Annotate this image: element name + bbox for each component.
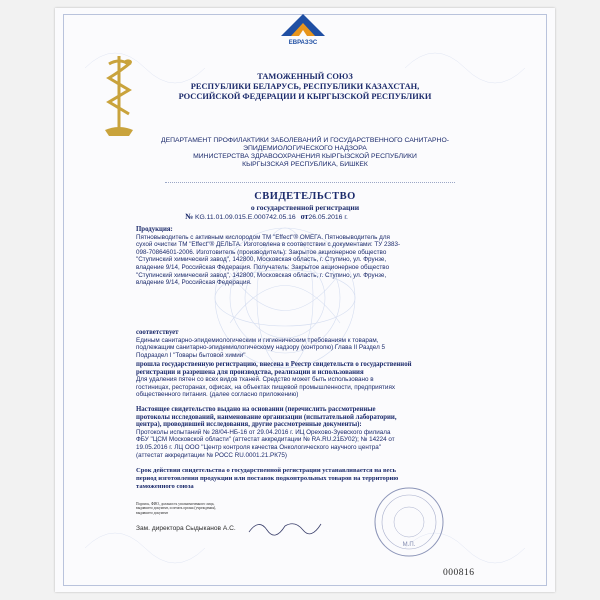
signature-caption-line: Подпись, ФИО, должность уполномоченного лица, [136, 502, 215, 506]
signature-caption-line: выдавшего документ, и печать органа (учреждения), [136, 506, 217, 511]
basis-line: ФБУ "ЦСМ Московской области" (аттестат аккредитации № RA.RU.21БУ02); № 14224 от [136, 436, 395, 444]
date-label: от [300, 212, 309, 221]
union-line-2: РЕСПУБЛИКИ БЕЛАРУСЬ, РЕСПУБЛИКИ КАЗАХСТАН, [190, 82, 420, 91]
eurasec-logo [273, 10, 333, 50]
certificate-title: СВИДЕТЕЛЬСТВО [254, 191, 356, 202]
official-stamp [373, 486, 445, 558]
basis-line: (аттестат аккредитации № РОСС RU.0001.21.РК75) [136, 451, 288, 459]
customs-union-header [135, 72, 475, 102]
product-line: "Ступинский химический завод", 142800, Московская область, г. Ступино, ул. Фрунзе, [136, 271, 387, 279]
compliance-line: подлежащим санитарно-эпидемиологическому надзору (контролю) Глава II Раздел 5 [136, 344, 385, 352]
registration-section [136, 361, 501, 399]
basis-line: Протоколы испытаний № 28/04-НБ-16 от 29.04.2016 г. ИЦ Орехово-Зуевского филиала [136, 428, 391, 436]
basis-heading: Настоящее свидетельство выдано на основании (перечислить рассмотренные [136, 406, 376, 413]
compliance-section [136, 329, 501, 359]
issuing-department [125, 137, 485, 169]
basis-heading: протоколы исследований, наименование организации (испытательной лаборатории, [136, 413, 397, 421]
department-line-4: КЫРГЫЗСКАЯ РЕСПУБЛИКА, БИШКЕК [242, 160, 368, 168]
caduceus-icon [99, 52, 139, 138]
product-line: 098-70864601-2006. Изготовитель (производитель): Закрытое акционерное общество [136, 248, 387, 256]
registration-line: общественного питания. (далее согласно приложению) [136, 391, 299, 399]
certificate-number-line [185, 212, 455, 222]
product-line: сухой очистки ТМ "Effect"® ДЕЛЬТА. Изготовлена в соответствии с документами: ТУ 2383- [136, 241, 401, 249]
validity-line: таможенного союза [136, 482, 194, 490]
basis-heading: центра), проводившей исследования, другие рассмотренные документы): [136, 421, 362, 429]
product-line: владение 9/14, Российская Федерация. Получатель: Закрытое акционерное общество [136, 263, 390, 271]
compliance-line: Подраздел I "Товары бытовой химии" [136, 351, 246, 359]
stamp-text: М.П. [402, 542, 416, 548]
certificate-subtitle: о государственной регистрации [250, 203, 360, 212]
product-line: "Ступинский химический завод", 142800, Московская область, г. Ступино, ул. Фрунзе, [136, 256, 387, 264]
compliance-heading: соответствует [136, 329, 179, 336]
fine-print-divider [165, 182, 455, 183]
department-line-2: ЭПИДЕМИОЛОГИЧЕСКОГО НАДЗОРА [243, 144, 367, 152]
basis-section [136, 406, 501, 459]
signature-caption-line: выдавшего документ [136, 510, 169, 515]
validity-line: Срок действия свидетельства о государственной регистрации устанавливается на весь [136, 467, 396, 474]
handwritten-signature [245, 516, 325, 538]
signature-caption [136, 502, 286, 515]
registration-heading: прошла государственную регистрацию, внесена в Реестр свидетельств о государственной [136, 361, 412, 368]
registration-heading: регистрации и разрешена для производства, реализации и использования [136, 368, 364, 376]
logo-caption: ЕВРАЗЭС [288, 40, 318, 46]
union-line-1: ТАМОЖЕННЫЙ СОЮЗ [257, 72, 353, 81]
union-line-3: РОССИЙСКОЙ ФЕДЕРАЦИИ И КЫРГЫЗСКОЙ РЕСПУБЛИКИ [178, 92, 432, 101]
compliance-line: Единым санитарно-эпидемиологическим и гигиеническим требованиям к товарам, [136, 336, 379, 344]
certificate-date: 26.05.2016 г. [308, 214, 348, 221]
validity-line: период изготовления продукции или поставок подконтрольных товаров на территорию [136, 474, 399, 482]
number-label: № [185, 212, 194, 221]
eurasec-emblem-icon [273, 10, 333, 40]
product-line: владение 9/14, Российская Федерация. [136, 279, 252, 287]
product-heading: Продукция: [136, 226, 173, 233]
certificate-number: KG.11.01.09.015.Е.000742.05.16 [194, 214, 296, 221]
department-line-1: ДЕПАРТАМЕНТ ПРОФИЛАКТИКИ ЗАБОЛЕВАНИЙ И ГОСУДАРСТВЕННОГО САНИТАРНО- [160, 137, 450, 144]
serial-number: 000816 [443, 568, 475, 578]
basis-line: 19.05.2016 г. ЛЦ ООО "Центр контроля качества Онкологического научного центра" [136, 443, 381, 451]
product-section [136, 226, 501, 287]
validity-section [136, 467, 501, 490]
signer-name: Зам. директора Сыдыканов А.С. [136, 525, 236, 532]
registration-line: Для удаления пятен со всех видов тканей. Средство может быть использовано в [136, 376, 374, 384]
certificate-page [55, 8, 555, 592]
department-line-3: МИНИСТЕРСТВА ЗДРАВООХРАНЕНИЯ КЫРГЫЗСКОЙ РЕСПУБЛИКИ [193, 152, 417, 160]
product-line: Пятновыводитель с активным кислородом ТМ "Effect"® ОМЕГА. Пятновыводитель для [136, 233, 390, 241]
registration-line: гостиницах, ресторанах, офисах, на объектах пищевой промышленности, предприятиях [136, 383, 395, 391]
